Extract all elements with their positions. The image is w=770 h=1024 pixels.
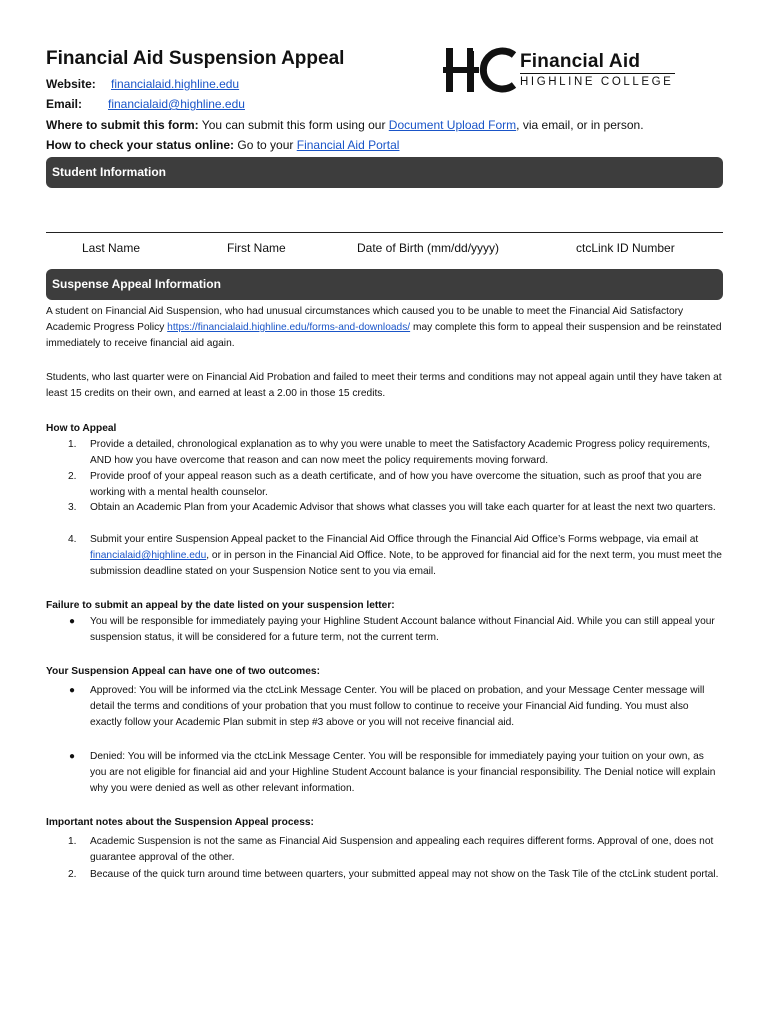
- website-link[interactable]: financialaid.highline.edu: [111, 77, 240, 91]
- list-number: 1.: [68, 439, 77, 450]
- appeal-intro-text-1: A student on Financial Aid Suspension, who had unusual circumstances which caused you to be unable to meet the Financial Aid Satisfactory Academic Progress Policy: [46, 306, 684, 333]
- bullet-icon: ●: [69, 685, 76, 696]
- status-line: [46, 138, 399, 152]
- forms-and-downloads-link[interactable]: https://financialaid.highline.edu/forms-and-downloads/: [167, 322, 411, 333]
- list-number: 4.: [68, 534, 77, 545]
- list-number: 3.: [68, 502, 77, 513]
- student-information-heading: Student Information: [46, 157, 723, 188]
- first-name-label: First Name: [227, 241, 286, 255]
- logo-title: Financial Aid: [520, 51, 641, 72]
- submit-text-2: , via email, or in person.: [516, 118, 644, 132]
- how-to-item-text: [90, 532, 722, 580]
- how-to-item-text: Provide a detailed, chronological explanation as to why you were unable to meet the Satisfactory Academic Progress policy requirements, AND how you have overcome that reason and can now meet the policy requirements moving forward.: [90, 439, 711, 466]
- bullet-icon: ●: [69, 751, 76, 762]
- date-of-birth-label: Date of Birth (mm/dd/yyyy): [357, 241, 500, 255]
- email-inline-link[interactable]: financialaid@highline.edu: [90, 550, 207, 561]
- submit-line: [46, 118, 644, 132]
- status-text: Go to your: [234, 138, 297, 152]
- how-to-item-text: Obtain an Academic Plan from your Academic Advisor that shows what classes you will take each quarter for at least the next two quarters.: [90, 502, 716, 513]
- financial-aid-portal-link[interactable]: Financial Aid Portal: [296, 138, 400, 152]
- failure-item-text: You will be responsible for immediately paying your Highline Student Account balance without Financial Aid. While you can still appeal your suspension status, it will be considered for a future term, not the current term.: [90, 616, 715, 643]
- note-item-text: Because of the quick turn around time between quarters, your submitted appeal may not show on the Task Tile of the ctcLink student portal.: [90, 869, 719, 880]
- ctclink-id-label: ctcLink ID Number: [576, 241, 675, 255]
- submit-text-1: You can submit this form using our: [198, 118, 389, 132]
- page-title: Financial Aid Suspension Appeal: [46, 48, 345, 69]
- outcomes-heading: Your Suspension Appeal can have one of two outcomes:: [46, 666, 320, 677]
- email-label: Email:: [46, 97, 83, 111]
- document-upload-link[interactable]: Document Upload Form: [388, 118, 517, 132]
- how-to-appeal-heading: How to Appeal: [46, 423, 117, 434]
- college-logo: [443, 46, 675, 96]
- website-label: Website:: [46, 77, 96, 91]
- list-number: 1.: [68, 836, 77, 847]
- logo-divider: [520, 73, 675, 74]
- how-to-item4-text-a: Submit your entire Suspension Appeal packet to the Financial Aid Office through the Financial Aid Office’s Forms webpage, via email at: [90, 534, 699, 545]
- list-number: 2.: [68, 471, 77, 482]
- how-to-item-text: Provide proof of your appeal reason such as a death certificate, and of how you have overcome the situation, such as proof that you are working with a mental health counselor.: [90, 471, 702, 498]
- note-item-text: Academic Suspension is not the same as Financial Aid Suspension and appealing each requires different forms. Approval of one, does not guarantee approval of the other.: [90, 836, 714, 863]
- submit-label: Where to submit this form:: [46, 118, 199, 132]
- appeal-information-heading: Suspense Appeal Information: [46, 269, 723, 300]
- hc-logo-icon: [443, 46, 517, 94]
- logo-subtitle: HIGHLINE COLLEGE: [520, 76, 674, 88]
- student-field-line[interactable]: [46, 232, 723, 233]
- appeal-intro-text-2: may complete this form to appeal their suspension and be reinstated immediately to receive financial aid again.: [46, 322, 722, 349]
- outcome-approved-text: Approved: You will be informed via the ctcLink Message Center. You will be placed on probation, and your Message Center message will detail the terms and conditions of your probation that you must follow to continue to receive your Financial Aid funding. You must also exactly follow your Academic Plan submit in step #3 above or you will not receive financial aid.: [90, 685, 705, 728]
- status-label: How to check your status online:: [46, 138, 235, 152]
- outcome-denied-text: Denied: You will be informed via the ctcLink Message Center. You will be responsible for immediately paying your tuition on your own, as you are not eligible for financial aid and your Highline Student Account balance is your financial responsibility. The Denial notice will explain why you were denied as well as other relevant information.: [90, 751, 716, 794]
- email-link[interactable]: financialaid@highline.edu: [108, 97, 245, 111]
- appeal-intro: [46, 304, 724, 352]
- last-name-label: Last Name: [82, 241, 141, 255]
- failure-heading: Failure to submit an appeal by the date listed on your suspension letter:: [46, 600, 395, 611]
- bullet-icon: ●: [69, 616, 76, 627]
- important-notes-heading: Important notes about the Suspension Appeal process:: [46, 817, 314, 828]
- how-to-item4-text-b: , or in person in the Financial Aid Office. Note, to be approved for financial aid for the next term, you must meet the submission deadline stated on your Suspension Notice sent to you via email.: [90, 550, 722, 577]
- list-number: 2.: [68, 869, 77, 880]
- probation-note: Students, who last quarter were on Financial Aid Probation and failed to meet their terms and conditions may not appeal again until they have taken at least 15 credits on their own, and earned at least a 2.00 in those 15 credits.: [46, 372, 722, 399]
